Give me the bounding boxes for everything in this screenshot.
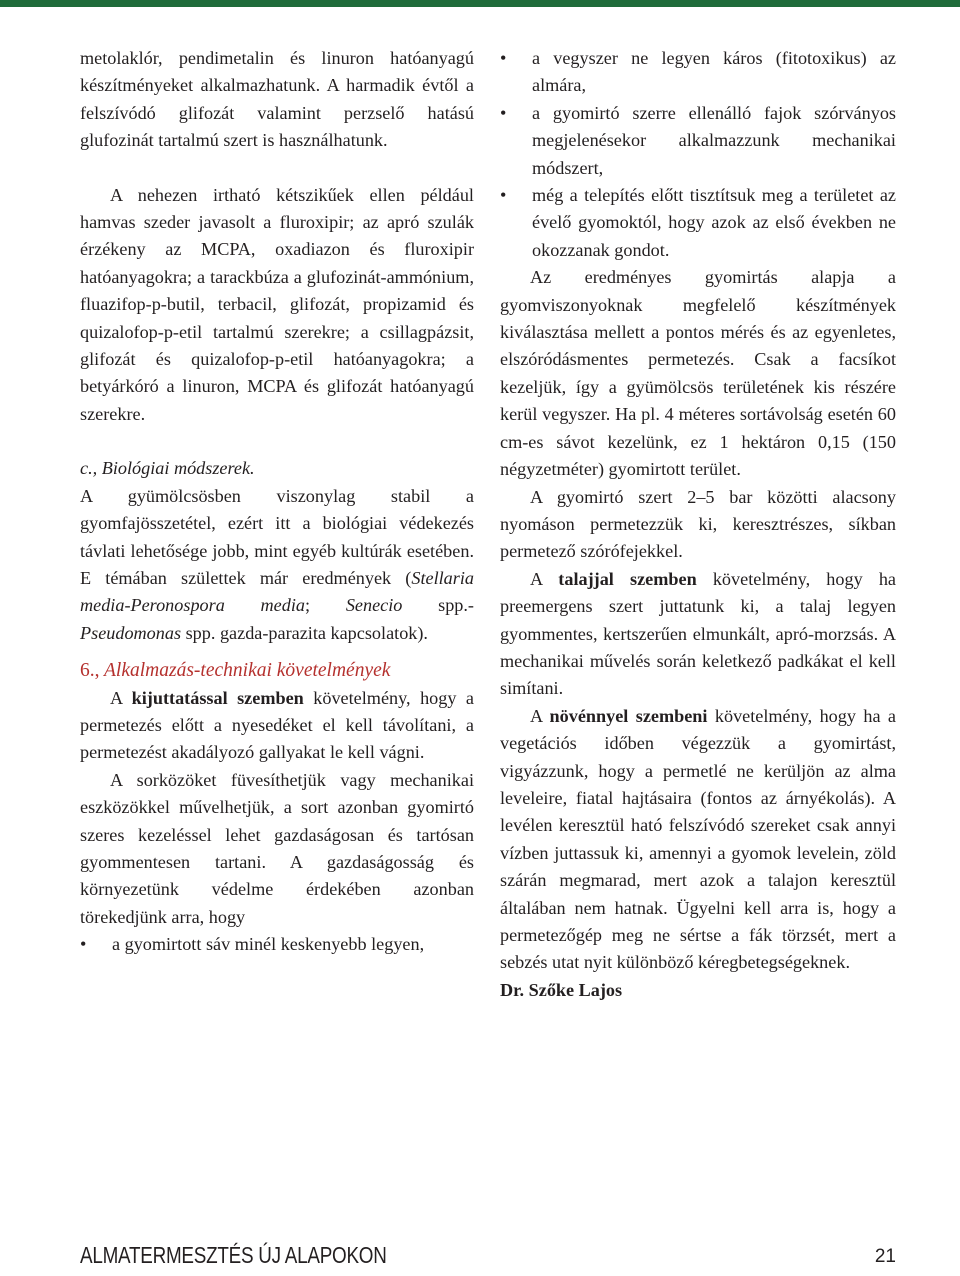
top-color-bar [0, 0, 960, 7]
plant-paragraph: A növénnyel szembeni követelmény, hogy ha a vegetációs időben végezzük a gyomirtást, vigyázzunk, hogy a permetlé ne kerüljön az alma leveleire, fiatal hajtásaira (fontos az árnyékolás). A levélen keresztül ható felszívódó szereket csak annyi vízben juttassuk ki, amennyi a gyomok levelein, zöld szárán megmarad, mert azok a talajon keresztül általában nem hatnak. Ügyelni kell arra is, hogy a permetezőgép meg ne sértse a fák törzsét, mert a sebzés utat nyit különböző kéregbetegségeknek. [500, 705, 896, 973]
right-column [500, 45, 896, 1004]
list-item: • a gyomirtott sáv minél keskenyebb legyen, [80, 931, 474, 958]
weeds-paragraph: A nehezen irtható kétszikűek ellen például hamvas szeder javasolt a fluroxipir; az apró szulák érzékeny az MCPA, oxadiazon és fluroxipir hatóanyagokra; a tarackbúza a glufozinát-ammónium, fluazifop-p-butil, terbacil, glifozát, propizamid és quizalofop-p-etil tartalmú szerekre; a csillagpázsit, glifozát és quizalofop-p-etil hatóanyagokra; a betyárkóró a linuron, MCPA és glifozát hatóanyagú szerekre. [80, 184, 474, 424]
bio-paragraph: A gyümölcsösben viszonylag stabil a gyomfajösszetétel, ezért itt a biológiai védekezés távlati lehetősége jobb, mint egyéb kultúrák esetében. E témában születtek már eredmények (Stellaria media-Peronospora media; Senecio spp.-Pseudomonas spp. gazda-parazita kapcsolatok). [80, 485, 474, 643]
application-paragraph-1: A kijuttatással szemben követelmény, hogy a permetezés előtt a nyesedéket el kell távolítani, a permetezést akadályozó gallyakat le kell vágni. [80, 687, 474, 763]
pressure-paragraph: A gyomirtó szert 2–5 bar közötti alacsony nyomáson permetezzük ki, keresztrészes, síkban permetező szórófejekkel. [500, 486, 896, 562]
section-heading: 6., Alkalmazás-technikai követelmények [80, 660, 391, 682]
application-paragraph-2: A sorközöket füvesíthetjük vagy mechanikai eszközökkel művelhetjük, a sort azonban gyomirtó szeres kezeléssel lehet gazdaságosan és tartósan gyommentesen tartani. A gazdaságosság és környezetünk védelme érdekében azonban törekedjünk arra, hogy [80, 769, 474, 927]
publication-title: ALMATERMESZTÉS ÚJ ALAPOKON [80, 1242, 387, 1268]
left-column [80, 45, 474, 959]
author-signature: Dr. Szőke Lajos [500, 979, 623, 1000]
bullet-list-left [80, 931, 474, 958]
list-item: • még a telepítés előtt tisztítsuk meg a területet az évelő gyomoktól, hogy azok az első években ne okozzanak gondot. [500, 182, 896, 264]
bio-heading: c., Biológiai módszerek. [80, 458, 255, 479]
list-item: • a gyomirtó szerre ellenálló fajok szórványos megjelenésekor alkalmazzunk mechanikai módszert, [500, 100, 896, 182]
bullet-list-right [500, 45, 896, 264]
success-paragraph: Az eredményes gyomirtás alapja a gyomviszonyoknak megfelelő készítmények kiválasztása mellett a pontos mérés és az egyenletes, elszóródásmentes permetezés. Csak a facsíkot kezeljük, így a gyümölcsös területének kis részére kerül vegyszer. Ha pl. 4 méteres sortávolság esetén 60 cm-es sávot kezelünk, ez 1 hektáron 0,15 (150 négyzetméter) gyomirtott terület. [500, 267, 896, 480]
soil-paragraph: A talajjal szemben követelmény, hogy ha preemergens szert juttatunk ki, a talaj legyen gyommentes, kertszerűen elmunkált, apró-morzsás. A mechanikai művelés során keletkező padkákat el kell simítani. [500, 568, 896, 699]
intro-paragraph: metolaklór, pendimetalin és linuron hatóanyagú készítményeket alkalmazhatunk. A harmadik évtől a felszívódó glifozát valamint perzselő hatású glufozinát tartalmú szert is használhatunk. [80, 48, 474, 151]
list-item: • a vegyszer ne legyen káros (fitotoxikus) az almára, [500, 45, 896, 100]
page-number: 21 [874, 1246, 896, 1267]
page-footer [80, 1242, 896, 1276]
